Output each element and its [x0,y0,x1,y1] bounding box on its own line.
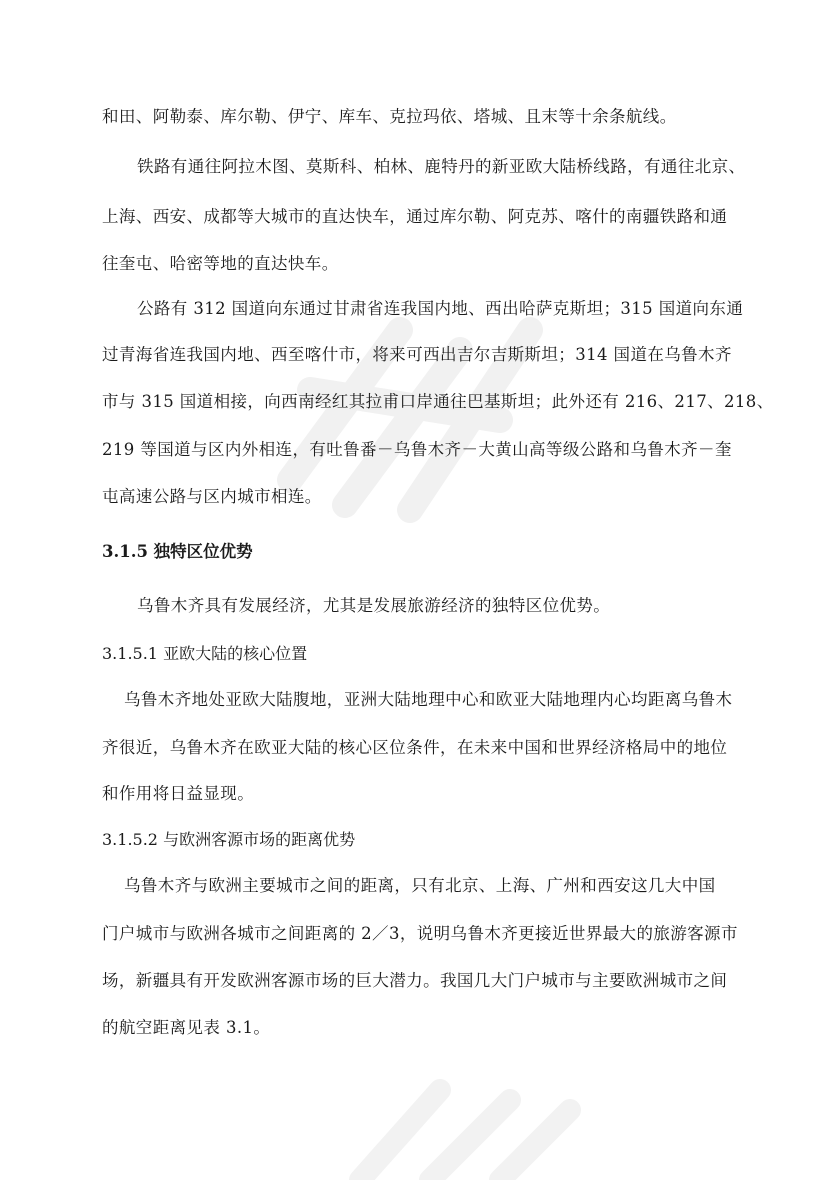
paragraph-highway-line: 过青海省连我国内地、西至喀什市，将来可西出吉尔吉斯斯坦；314 国道在乌鲁木齐 [102,345,732,364]
paragraph-distance-line: 的航空距离见表 3.1。 [102,1018,271,1037]
paragraph-core-position-line: 乌鲁木齐地处亚欧大陆腹地，亚洲大陆地理中心和欧亚大陆地理内心均距离乌鲁木 [124,690,733,709]
paragraph-core-position-line: 和作用将日益显现。 [102,784,255,803]
paragraph-location-advantage: 乌鲁木齐具有发展经济，尤其是发展旅游经济的独特区位优势。 [137,596,611,615]
watermark-graphic-bottom [330,1060,590,1180]
section-heading-3-1-5-2: 3.1.5.2 与欧洲客源市场的距离优势 [102,830,356,849]
paragraph-railway-line: 往奎屯、哈密等地的直达快车。 [102,254,339,273]
section-heading-3-1-5: 3.1.5 独特区位优势 [102,542,253,561]
paragraph-highway-line: 公路有 312 国道向东通过甘肃省连我国内地、西出哈萨克斯坦；315 国道向东通 [137,299,744,318]
paragraph-highway-line: 市与 315 国道相接，向西南经红其拉甫口岸通往巴基斯坦；此外还有 216、217、218、 [102,392,774,411]
paragraph-core-position-line: 齐很近，乌鲁木齐在欧亚大陆的核心区位条件，在未来中国和世界经济格局中的地位 [102,738,728,757]
paragraph-railway-line: 铁路有通往阿拉木图、莫斯科、柏林、鹿特丹的新亚欧大陆桥线路，有通往北京、 [137,157,746,176]
paragraph-distance-line: 场，新疆具有开发欧洲客源市场的巨大潜力。我国几大门户城市与主要欧洲城市之间 [102,971,728,990]
paragraph-distance-line: 乌鲁木齐与欧洲主要城市之间的距离，只有北京、上海、广州和西安这几大中国 [124,876,716,895]
paragraph-highway-line: 屯高速公路与区内城市相连。 [102,487,322,506]
paragraph-distance-line: 门户城市与欧洲各城市之间距离的 2／3，说明乌鲁木齐更接近世界最大的旅游客源市 [102,924,738,943]
paragraph-railway-line: 上海、西安、成都等大城市的直达快车，通过库尔勒、阿克苏、喀什的南疆铁路和通 [102,207,728,226]
section-heading-3-1-5-1: 3.1.5.1 亚欧大陆的核心位置 [102,644,308,663]
paragraph-airline-routes-line: 和田、阿勒泰、库尔勒、伊宁、库车、克拉玛依、塔城、且末等十余条航线。 [102,107,677,126]
paragraph-highway-line: 219 等国道与区内外相连，有吐鲁番－乌鲁木齐－大黄山高等级公路和乌鲁木齐－奎 [102,440,732,459]
